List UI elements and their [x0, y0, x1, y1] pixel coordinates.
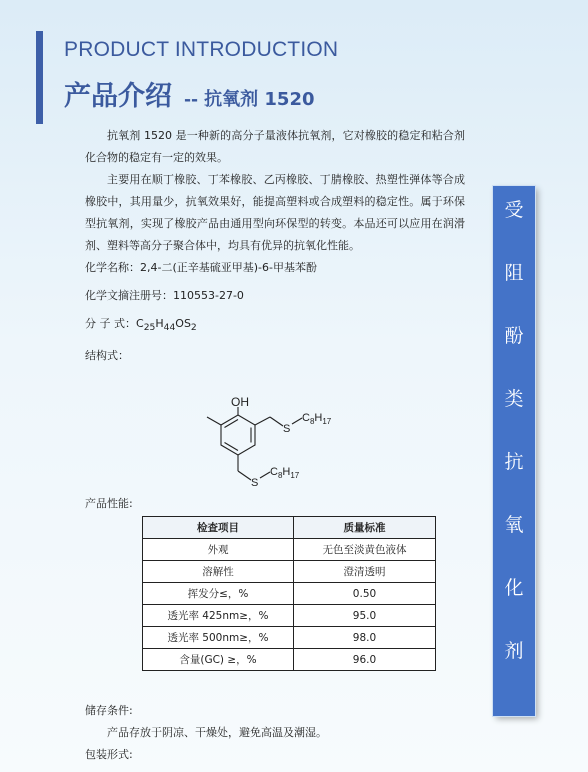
table-cell: 澄清透明: [294, 561, 436, 583]
side-banner-char: 受: [504, 199, 524, 221]
title-product-name: 抗氧剂 1520: [204, 89, 315, 110]
table-cell: 溶解性: [143, 561, 294, 583]
formula-c: C: [136, 317, 144, 330]
intro-paragraph-1: 抗氧剂 1520 是一种新的高分子量液体抗氧剂，它对橡胶的稳定和粘合剂化合物的稳定有一定的效果。: [85, 129, 465, 164]
side-banner-char: 阻: [504, 262, 524, 284]
table-header-row: [143, 517, 436, 539]
cas-value: 110553-27-0: [173, 289, 244, 302]
table-cell: 含量(GC) ≥，%: [143, 649, 294, 671]
storage-section: [85, 700, 475, 766]
header-test-item: 检查项目: [143, 517, 294, 539]
title-chinese: [64, 74, 315, 113]
header-accent-bar: [36, 31, 43, 124]
title-cn-main: 产品介绍: [64, 81, 172, 112]
table-cell: 挥发分≤，%: [143, 583, 294, 605]
formula-h-count: 44: [163, 322, 176, 334]
formula-c-count: 25: [143, 322, 156, 334]
intro-paragraph-2: 主要用在顺丁橡胶、丁苯橡胶、乙丙橡胶、丁腈橡胶、热塑性弹体等合成橡胶中，其用量少，抗氧效果好，能提高塑料或合成塑料的稳定性。属于环保型抗氧剂，实现了橡胶产品由通用型向环保型的转变。本品还可以应用在润滑剂、塑料等高分子聚合体中，均具有优异的抗氧化性能。: [85, 173, 465, 252]
structure-formula-image: [190, 393, 380, 493]
structure-chain1-label: $C_8H_{17}$: [302, 412, 332, 426]
side-banner-char: 抗: [504, 451, 524, 473]
table-row: [143, 583, 436, 605]
structure-s2-label: S: [251, 477, 259, 489]
table-cell: 透光率 425nm≥，%: [143, 605, 294, 627]
table-cell: 98.0: [294, 627, 436, 649]
packaging-label: 包装形式:: [85, 748, 133, 761]
table-cell: 无色至淡黄色液体: [294, 539, 436, 561]
intro-section: [85, 125, 465, 367]
formula-row: [85, 313, 465, 339]
formula-os: OS: [175, 317, 191, 330]
chemical-name-row: [85, 257, 465, 279]
side-banner-char: 酚: [504, 325, 524, 347]
table-cell: 透光率 500nm≥，%: [143, 627, 294, 649]
table-cell: 95.0: [294, 605, 436, 627]
specification-table: [142, 516, 436, 671]
side-banner: [493, 186, 535, 716]
storage-text: 产品存放于阴凉、干燥处，避免高温及潮湿。: [107, 726, 327, 739]
formula-h: H: [155, 317, 164, 330]
structure-oh-label: OH: [231, 395, 249, 409]
table-row: [143, 561, 436, 583]
structure-label: 结构式：: [85, 349, 129, 363]
side-banner-char: 化: [504, 577, 524, 599]
table-row: [143, 627, 436, 649]
side-banner-char: 类: [504, 388, 524, 410]
formula-value: [136, 317, 197, 334]
side-banner-text: [504, 186, 523, 716]
table-row: [143, 649, 436, 671]
cas-row: [85, 285, 465, 307]
table-row: [143, 605, 436, 627]
table-cell: 外观: [143, 539, 294, 561]
chemical-name-label: 化学名称：: [85, 261, 140, 274]
cas-label: 化学文摘注册号：: [85, 289, 173, 302]
formula-label: 分 子 式：: [85, 317, 136, 330]
side-banner-char: 氧: [504, 514, 524, 536]
formula-s-count: 2: [190, 322, 197, 334]
table-row: [143, 539, 436, 561]
table-cell: 96.0: [294, 649, 436, 671]
title-separator: --: [184, 90, 199, 110]
structure-chain2-label: $C_8H_{17}$: [270, 466, 300, 480]
structure-s1-label: S: [283, 423, 291, 435]
storage-label: 储存条件:: [85, 704, 133, 717]
side-banner-char: 剂: [504, 640, 524, 662]
header-quality-standard: 质量标准: [294, 517, 436, 539]
benzene-ring: [221, 415, 255, 455]
performance-label: 产品性能:: [85, 497, 133, 510]
chemical-name-value: 2,4-二(正辛基硫亚甲基)-6-甲基苯酚: [140, 261, 317, 274]
title-english: PRODUCT INTRODUCTION: [64, 38, 339, 61]
table-cell: 0.50: [294, 583, 436, 605]
